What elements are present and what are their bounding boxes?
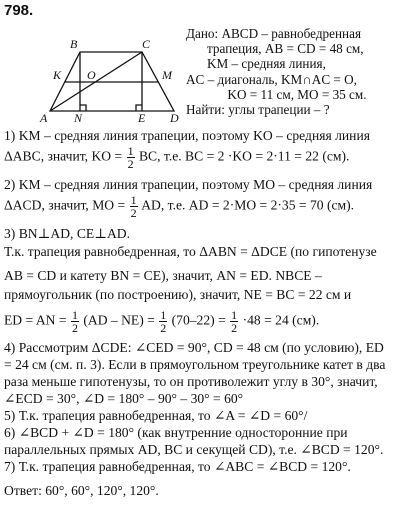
solution-line-fraction (4, 194, 406, 219)
numerator: 1 (71, 308, 78, 322)
text-span: ΔABC, значит, KO = (4, 148, 123, 164)
answer-line: Ответ: 60°, 60°, 120°, 120°. (4, 483, 159, 498)
solution-line: прямоугольник (по построению), значит, NE = BC = 22 см и (4, 287, 352, 302)
denominator: 2 (127, 157, 134, 171)
text-span: ·48 = 24 (см). (242, 312, 320, 328)
given-line: KM – средняя линия, (207, 56, 326, 72)
label-m: M (162, 68, 172, 82)
text-span: AD, т.е. AD = 2·MO = 2·35 = 70 (см). (141, 197, 355, 213)
given-line: KO = 11 см, MO = 35 см. (227, 86, 367, 102)
fraction (230, 309, 238, 334)
find-line: Найти: углы трапеции – ? (186, 102, 330, 118)
solution-line: 5) Т.к. трапеция равнобедренная, то ∠A = ∠D = 60°/ (4, 408, 308, 423)
solution-line: Т.к. трапеция равнобедренная, то ΔABN = ΔDCE (по гипотенузе (4, 244, 377, 259)
label-k: K (53, 68, 62, 82)
label-c: C (142, 37, 151, 51)
label-d: D (170, 111, 179, 124)
numerator: 1 (160, 308, 167, 322)
solution-line: 4) Рассмотрим ΔCDE: ∠CED = 90°, CD = 48 см (по условию), ED (4, 340, 384, 355)
fraction (130, 194, 138, 219)
solution-line: 2) KM – средняя линия трапеции, поэтому MO – средняя линия (4, 177, 373, 192)
solution-line: 7) Т.к. трапеция равнобедренная, то ∠ABC = ∠BCD = 120°. (4, 459, 351, 474)
numerator: 1 (127, 144, 134, 158)
solution-line: ∠ECD = 30°, ∠D = 180° – 90° – 30° = 60° (4, 391, 244, 406)
text-span: ΔACD, значит, MO = (4, 197, 126, 213)
fraction (127, 145, 135, 170)
label-a: A (40, 111, 48, 124)
given-line: Дано: ABCD – равнобедренная (186, 26, 362, 41)
label-n: N (74, 111, 83, 124)
text-span: (AD – NE) = (83, 312, 155, 328)
trapezoid-figure (24, 34, 184, 124)
given-block (186, 26, 408, 117)
label-o: O (87, 68, 96, 82)
text-span: ED = AN = (4, 312, 67, 328)
given-line: AC – диагональ, KM∩AC = O, (186, 71, 357, 87)
denominator: 2 (160, 321, 167, 335)
label-e: E (138, 111, 146, 124)
solution-line: 6) ∠BCD + ∠D = 180° (как внутренние односторонние при (4, 425, 348, 440)
denominator: 2 (130, 206, 137, 220)
label-b: B (70, 37, 78, 51)
problem-number: 798. (4, 2, 34, 19)
denominator: 2 (231, 321, 238, 335)
denominator: 2 (71, 321, 78, 335)
given-line: трапеция, AB = CD = 48 см, (207, 41, 364, 57)
numerator: 1 (130, 193, 137, 207)
solution-line: 3) BN⊥AD, CE⊥AD. (4, 226, 131, 241)
solution-line: параллельных прямых AD, BC и секущей CD), т.е. ∠BCD = 120°. (4, 442, 384, 457)
text-span: BC, т.е. BC = 2 ·KO = 2·11 = 22 (см). (138, 148, 350, 164)
numerator: 1 (231, 308, 238, 322)
fraction (159, 309, 167, 334)
fraction (71, 309, 79, 334)
solution-line-fraction (4, 145, 406, 170)
solution-line: 1) KM – средняя линия трапеции, поэтому KO – средняя линия (4, 128, 370, 143)
solution-line-fraction (4, 309, 406, 334)
text-span: (70–22) = (171, 312, 226, 328)
solution-line: раза меньше гипотенузы, то он противолежит углу в 30°, значит, (4, 374, 378, 389)
solution-line: = 24 см (см. п. 3). Если в прямоугольном треугольнике катет в два (4, 357, 386, 372)
solution-line: AB = CD и катету BN = CE), значит, AN = ED. NBCE – (4, 268, 322, 283)
